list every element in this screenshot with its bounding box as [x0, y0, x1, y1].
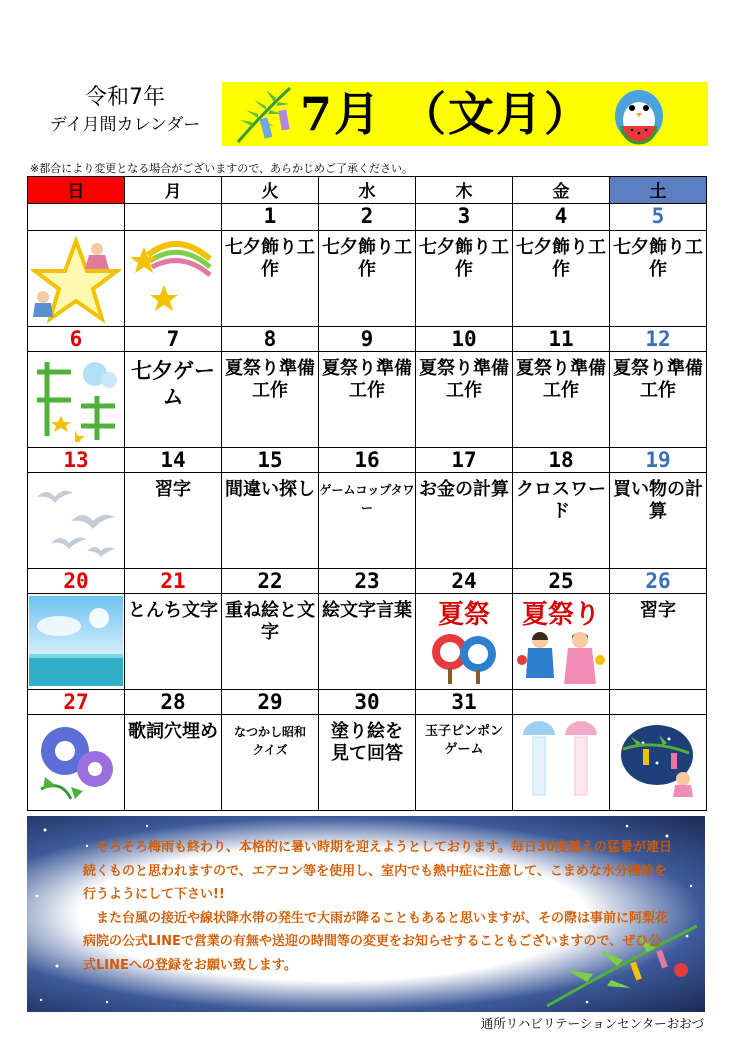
event-text: 絵文字言葉	[322, 600, 412, 621]
tanabata-night-icon	[613, 719, 703, 799]
event-text: とんち文字	[128, 600, 218, 621]
event-cell	[416, 715, 513, 811]
event-cell	[610, 352, 707, 448]
date-row	[28, 327, 707, 352]
weekday-thu: 木	[416, 177, 513, 204]
message-text	[83, 836, 673, 977]
weekday-tue: 火	[222, 177, 319, 204]
event-text: 習字	[155, 479, 191, 500]
event-text: 夏祭り準備工作	[225, 358, 315, 401]
date-cell	[610, 690, 707, 715]
date-cell: 8	[222, 327, 319, 352]
date-cell: 14	[125, 448, 222, 473]
event-text: 七夕飾り工作	[225, 237, 315, 280]
month-banner	[222, 82, 708, 146]
date-cell: 22	[222, 569, 319, 594]
event-cell	[513, 594, 610, 690]
event-text: 七夕飾り工作	[419, 237, 509, 280]
date-cell: 2	[319, 204, 416, 231]
event-text: 塗り絵を見て回答	[331, 721, 403, 764]
event-text: クロスワード	[516, 479, 606, 522]
event-text: 玉子ピンポンゲーム	[424, 724, 503, 757]
event-cell	[513, 473, 610, 569]
event-text: 歌詞穴埋め	[128, 721, 218, 742]
penguin-watermelon-icon	[606, 82, 672, 146]
date-cell: 31	[416, 690, 513, 715]
calendar-header	[30, 84, 220, 138]
notice-text: ※都合により変更となる場合がございますので、あらかじめご了承ください。	[30, 162, 413, 175]
weekday-sun: 日	[28, 177, 125, 204]
date-cell: 30	[319, 690, 416, 715]
date-cell: 16	[319, 448, 416, 473]
event-cell	[610, 473, 707, 569]
event-text: 夏祭り準備工作	[322, 358, 412, 401]
event-cell	[416, 352, 513, 448]
date-cell: 18	[513, 448, 610, 473]
weekday-header-row	[28, 177, 707, 204]
event-text: 夏祭	[437, 600, 490, 630]
date-cell: 11	[513, 327, 610, 352]
date-row	[28, 569, 707, 594]
event-cell	[222, 715, 319, 811]
event-text: 七夕飾り工作	[516, 237, 606, 280]
event-text: 七夕飾り工作	[613, 237, 703, 280]
date-row	[28, 690, 707, 715]
event-text: 習字	[640, 600, 676, 621]
event-cell	[416, 231, 513, 327]
date-cell	[28, 204, 125, 231]
date-row	[28, 204, 707, 231]
date-row	[28, 448, 707, 473]
event-cell	[125, 594, 222, 690]
calendar-subtitle: デイ月間カレンダー	[49, 115, 201, 135]
date-cell: 17	[416, 448, 513, 473]
children-yukata-icon	[516, 630, 606, 688]
date-cell: 7	[125, 327, 222, 352]
weekday-fri: 金	[513, 177, 610, 204]
event-cell	[125, 473, 222, 569]
date-cell: 20	[28, 569, 125, 594]
fan-icon	[424, 630, 504, 686]
event-text: 夏祭り準備工作	[613, 358, 703, 401]
weekday-mon: 月	[125, 177, 222, 204]
event-cell	[222, 594, 319, 690]
event-text: 重ね絵と文字	[225, 600, 315, 643]
event-cell	[513, 231, 610, 327]
seagull-icon	[31, 477, 121, 563]
shooting-star-icon	[128, 235, 218, 315]
event-text: ゲームコップタワー	[319, 483, 415, 515]
event-text: お金の計算	[419, 479, 509, 500]
date-cell: 15	[222, 448, 319, 473]
event-cell	[28, 594, 125, 690]
event-cell	[513, 715, 610, 811]
date-cell: 4	[513, 204, 610, 231]
date-cell	[513, 690, 610, 715]
event-text: なつかし昭和クイズ	[233, 725, 306, 757]
event-cell	[28, 715, 125, 811]
bamboo-icon	[232, 84, 298, 144]
event-cell	[319, 231, 416, 327]
date-cell: 25	[513, 569, 610, 594]
date-cell: 29	[222, 690, 319, 715]
date-cell: 1	[222, 204, 319, 231]
event-row	[28, 715, 707, 811]
weekday-wed: 水	[319, 177, 416, 204]
date-cell: 3	[416, 204, 513, 231]
event-cell	[125, 715, 222, 811]
event-row	[28, 352, 707, 448]
facility-name: 通所リハビリテーションセンターおおづ	[480, 1016, 704, 1031]
event-text: 七夕飾り工作	[322, 237, 412, 280]
bamboo-decoration-icon	[31, 356, 121, 442]
date-cell: 6	[28, 327, 125, 352]
event-cell	[28, 473, 125, 569]
date-cell: 5	[610, 204, 707, 231]
message-paragraph-1: そろそろ梅雨も終わり、本格的に暑い時期を迎えようとしております。毎日30度越えの猛暑が連日続くものと思われますので、エアコン等を使用し、室内でも熱中症に注意して、こまめな水分補給を行うようにして下さい!!	[83, 840, 673, 902]
event-cell	[222, 231, 319, 327]
date-cell: 28	[125, 690, 222, 715]
date-cell: 19	[610, 448, 707, 473]
date-cell: 21	[125, 569, 222, 594]
event-cell	[125, 352, 222, 448]
date-cell: 10	[416, 327, 513, 352]
event-text: 買い物の計算	[613, 479, 703, 522]
weekday-sat: 土	[610, 177, 707, 204]
date-cell: 12	[610, 327, 707, 352]
event-cell	[319, 715, 416, 811]
event-cell	[610, 715, 707, 811]
event-text: 間違い探し	[225, 479, 315, 500]
event-cell	[222, 352, 319, 448]
event-cell	[28, 231, 125, 327]
event-text: 夏祭り	[521, 600, 600, 630]
star-icon	[31, 235, 121, 323]
event-text: 夏祭り準備工作	[516, 358, 606, 401]
wind-chime-icon	[515, 719, 605, 805]
event-cell	[222, 473, 319, 569]
date-cell: 27	[28, 690, 125, 715]
event-cell	[319, 594, 416, 690]
date-cell: 23	[319, 569, 416, 594]
event-cell	[319, 352, 416, 448]
month-title: 7月 （文月）	[300, 87, 593, 141]
event-cell	[416, 473, 513, 569]
event-cell	[319, 473, 416, 569]
calendar-table	[27, 176, 707, 811]
message-panel	[27, 816, 705, 1012]
event-text: 七夕ゲーム	[131, 359, 215, 409]
date-cell: 26	[610, 569, 707, 594]
message-paragraph-2: また台風の接近や線状降水帯の発生で大雨が降ることもあると思いますが、その際は事前に阿梨花病院の公式LINEで営業の有無や送迎の時間等の変更をお知らせすることもございますので、ぜひ公式LINEへの登録をお願い致します。	[83, 910, 669, 973]
date-cell: 24	[416, 569, 513, 594]
date-cell: 9	[319, 327, 416, 352]
event-cell	[610, 231, 707, 327]
event-row	[28, 594, 707, 690]
event-row	[28, 231, 707, 327]
event-cell	[28, 352, 125, 448]
year-label: 令和7年	[85, 85, 165, 110]
event-row	[28, 473, 707, 569]
event-cell	[125, 231, 222, 327]
event-cell	[513, 352, 610, 448]
sea-sky-icon	[29, 596, 123, 686]
morning-glory-icon	[31, 719, 121, 805]
event-text: 夏祭り準備工作	[419, 358, 509, 401]
event-cell	[416, 594, 513, 690]
date-cell	[125, 204, 222, 231]
event-cell	[610, 594, 707, 690]
date-cell: 13	[28, 448, 125, 473]
